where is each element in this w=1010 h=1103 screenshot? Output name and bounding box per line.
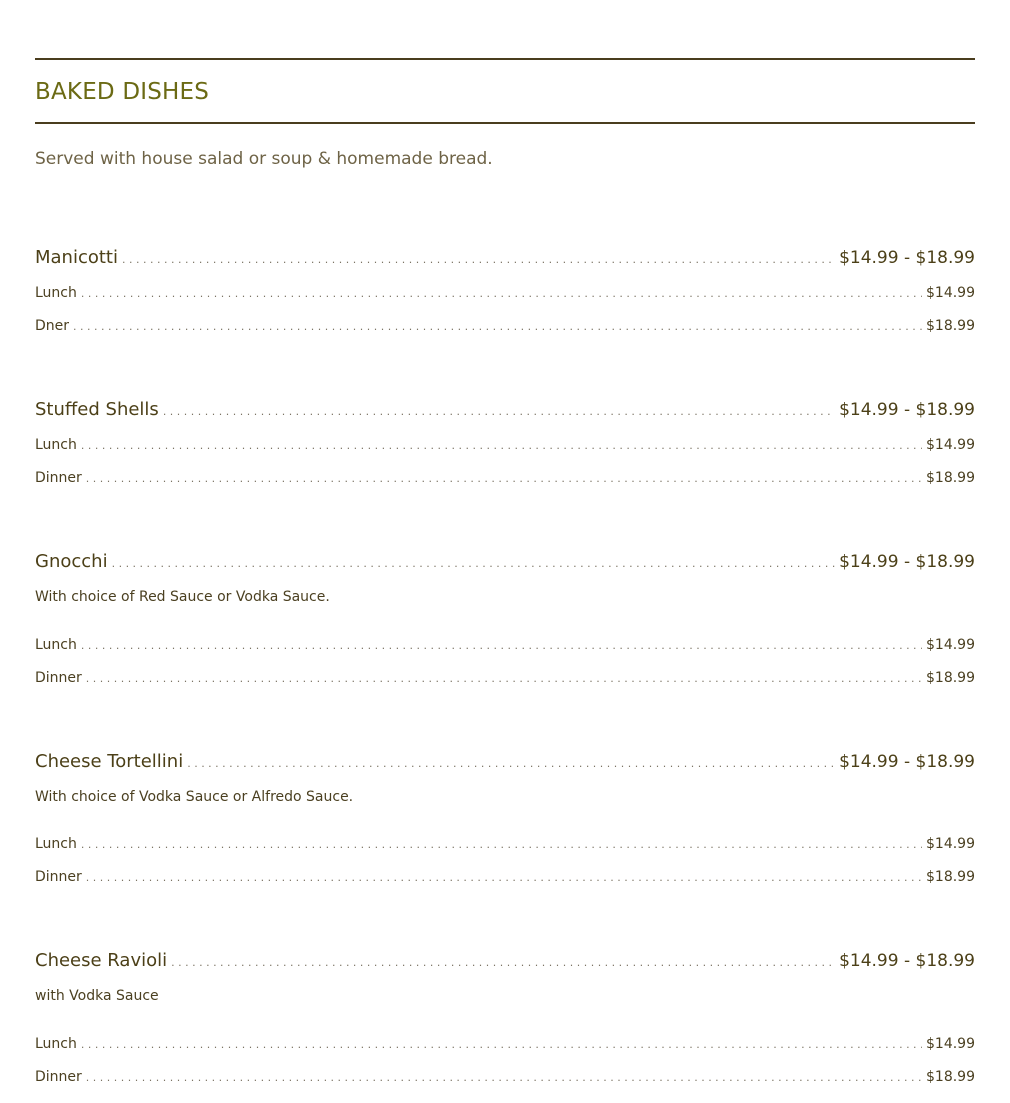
dot-leader	[81, 1038, 922, 1051]
section-title: BAKED DISHES	[35, 78, 210, 105]
option-row-lunch	[35, 835, 975, 853]
item-price-range: $14.99 - $18.99	[839, 552, 975, 572]
option-price: $14.99	[926, 637, 975, 653]
option-label: Dinner	[35, 470, 82, 486]
option-price: $14.99	[926, 1036, 975, 1052]
item-name: Gnocchi	[35, 551, 108, 572]
option-label: Dinner	[35, 670, 82, 686]
dot-leader	[81, 838, 922, 851]
menu-item-gnocchi	[35, 551, 975, 687]
option-row-dinner	[35, 317, 975, 335]
option-label: Lunch	[35, 1036, 77, 1052]
dot-leader	[86, 871, 922, 884]
dot-leader	[86, 1071, 922, 1084]
option-row-dinner	[35, 868, 975, 886]
option-price: $14.99	[926, 285, 975, 301]
item-header-row	[35, 751, 975, 773]
option-price: $18.99	[926, 670, 975, 686]
item-price-range: $14.99 - $18.99	[839, 951, 975, 971]
option-row-dinner	[35, 669, 975, 687]
item-description: With choice of Vodka Sauce or Alfredo Sauce.	[35, 789, 354, 805]
item-header-row	[35, 247, 975, 269]
dot-leader	[81, 439, 922, 452]
dot-leader	[163, 405, 835, 418]
option-price: $14.99	[926, 437, 975, 453]
option-price: $18.99	[926, 470, 975, 486]
section-description: Served with house salad or soup & homemade bread.	[35, 149, 493, 169]
option-label: Lunch	[35, 836, 77, 852]
item-header-row	[35, 950, 975, 972]
dot-leader	[81, 287, 922, 300]
item-description: with Vodka Sauce	[35, 988, 159, 1004]
option-label: Dinner	[35, 1069, 82, 1085]
item-name: Stuffed Shells	[35, 399, 159, 420]
item-description: With choice of Red Sauce or Vodka Sauce.	[35, 589, 330, 605]
item-header-row	[35, 551, 975, 573]
dot-leader	[81, 639, 922, 652]
dot-leader	[112, 557, 836, 570]
dot-leader	[86, 472, 922, 485]
option-row-dinner	[35, 469, 975, 487]
option-label: Lunch	[35, 637, 77, 653]
menu-item-cheese-ravioli	[35, 950, 975, 1086]
dot-leader	[171, 956, 835, 969]
item-price-range: $14.99 - $18.99	[839, 248, 975, 268]
option-row-lunch	[35, 436, 975, 454]
section-header	[35, 58, 975, 124]
option-label: Dner	[35, 318, 70, 334]
option-price: $18.99	[926, 869, 975, 885]
item-price-range: $14.99 - $18.99	[839, 752, 975, 772]
option-row-lunch	[35, 1035, 975, 1053]
menu-item-cheese-tortellini	[35, 751, 975, 886]
option-label: Dinner	[35, 869, 82, 885]
option-row-lunch	[35, 636, 975, 654]
option-price: $14.99	[926, 836, 975, 852]
item-price-range: $14.99 - $18.99	[839, 400, 975, 420]
item-name: Cheese Tortellini	[35, 751, 184, 772]
option-label: Lunch	[35, 285, 77, 301]
menu-item-stuffed-shells	[35, 399, 975, 487]
item-name: Manicotti	[35, 247, 118, 268]
option-price: $18.99	[926, 1069, 975, 1085]
option-row-dinner	[35, 1068, 975, 1086]
item-header-row	[35, 399, 975, 421]
menu-section	[35, 58, 975, 170]
option-label: Lunch	[35, 437, 77, 453]
dot-leader	[122, 253, 835, 266]
option-row-lunch	[35, 284, 975, 302]
item-name: Cheese Ravioli	[35, 950, 168, 971]
option-price: $18.99	[926, 318, 975, 334]
dot-leader	[187, 757, 835, 770]
menu-item-manicotti	[35, 247, 975, 335]
dot-leader	[73, 320, 922, 333]
dot-leader	[86, 672, 922, 685]
